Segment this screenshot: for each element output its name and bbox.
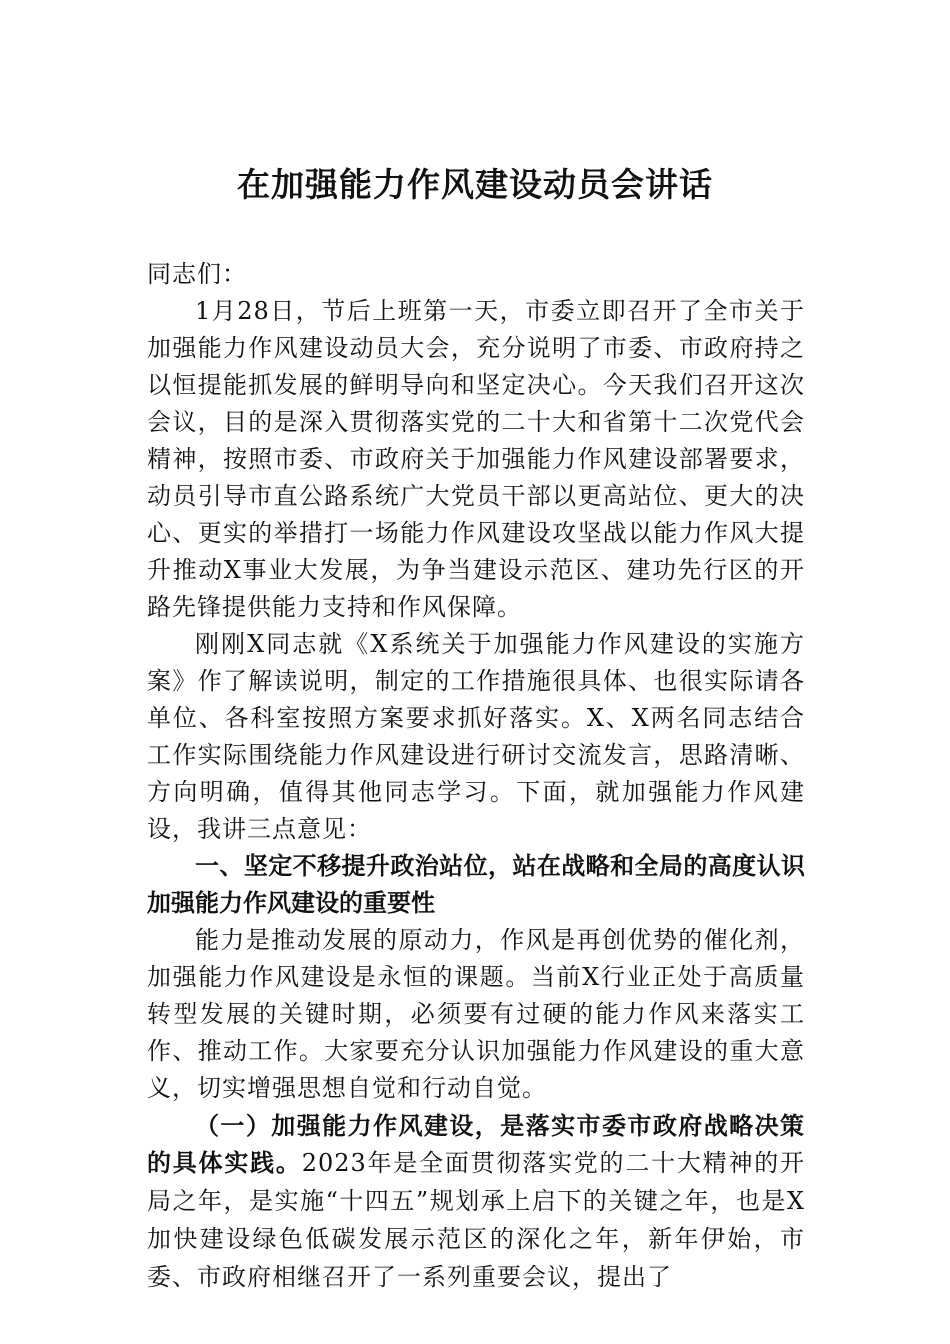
section-heading-1: 一、坚定不移提升政治站位，站在战略和全局的高度认识加强能力作风建设的重要性 bbox=[147, 852, 805, 917]
paragraph-subsection-1 bbox=[147, 1107, 805, 1296]
subsection-heading-1: （一）加强能力作风建设，是落实市委市政府战略决策的具体实践。 bbox=[147, 1111, 805, 1177]
salutation: 同志们： bbox=[147, 260, 247, 288]
paragraph-program-review: 刚刚X同志就《X系统关于加强能力作风建设的实施方案》作了解读说明，制定的工作措施很具体、也很实际请各单位、各科室按照方案要求抓好落实。X、X两名同志结合工作实际围绕能力作风建设进行研讨交流发言，思路清晰、方向明确，值得其他同志学习。下面，就加强能力作风建设，我讲三点意见： bbox=[147, 630, 805, 843]
document-title: 在加强能力作风建设动员会讲话 bbox=[237, 165, 713, 204]
document-body bbox=[147, 256, 805, 1296]
paragraph-opening: 1月28日，节后上班第一天，市委立即召开了全市关于加强能力作风建设动员大会，充分说明了市委、市政府持之以恒提能抓发展的鲜明导向和坚定决心。今天我们召开这次会议，目的是深入贯彻落实党的二十大和省第十二次党代会精神，按照市委、市政府关于加强能力作风建设部署要求，动员引导市直公路系统广大党员干部以更高站位、更大的决心、更实的举措打一场能力作风建设攻坚战以能力作风大提升推动X事业大发展，为争当建设示范区、建功先行区的开路先锋提供能力支持和作风保障。 bbox=[147, 297, 805, 621]
subsection-text-1: 2023年是全面贯彻落实党的二十大精神的开局之年，是实施“十四五”规划承上启下的关键之年，也是X加快建设绿色低碳发展示范区的深化之年，新年伊始，市委、市政府相继召开了一系列重要会议，提出了 bbox=[147, 1149, 806, 1291]
paragraph-section-1: 能力是推动发展的原动力，作风是再创优势的催化剂，加强能力作风建设是永恒的课题。当前X行业正处于高质量转型发展的关键时期，必须要有过硬的能力作风来落实工作、推动工作。大家要充分认识加强能力作风建设的重大意义，切实增强思想自觉和行动自觉。 bbox=[147, 926, 805, 1102]
